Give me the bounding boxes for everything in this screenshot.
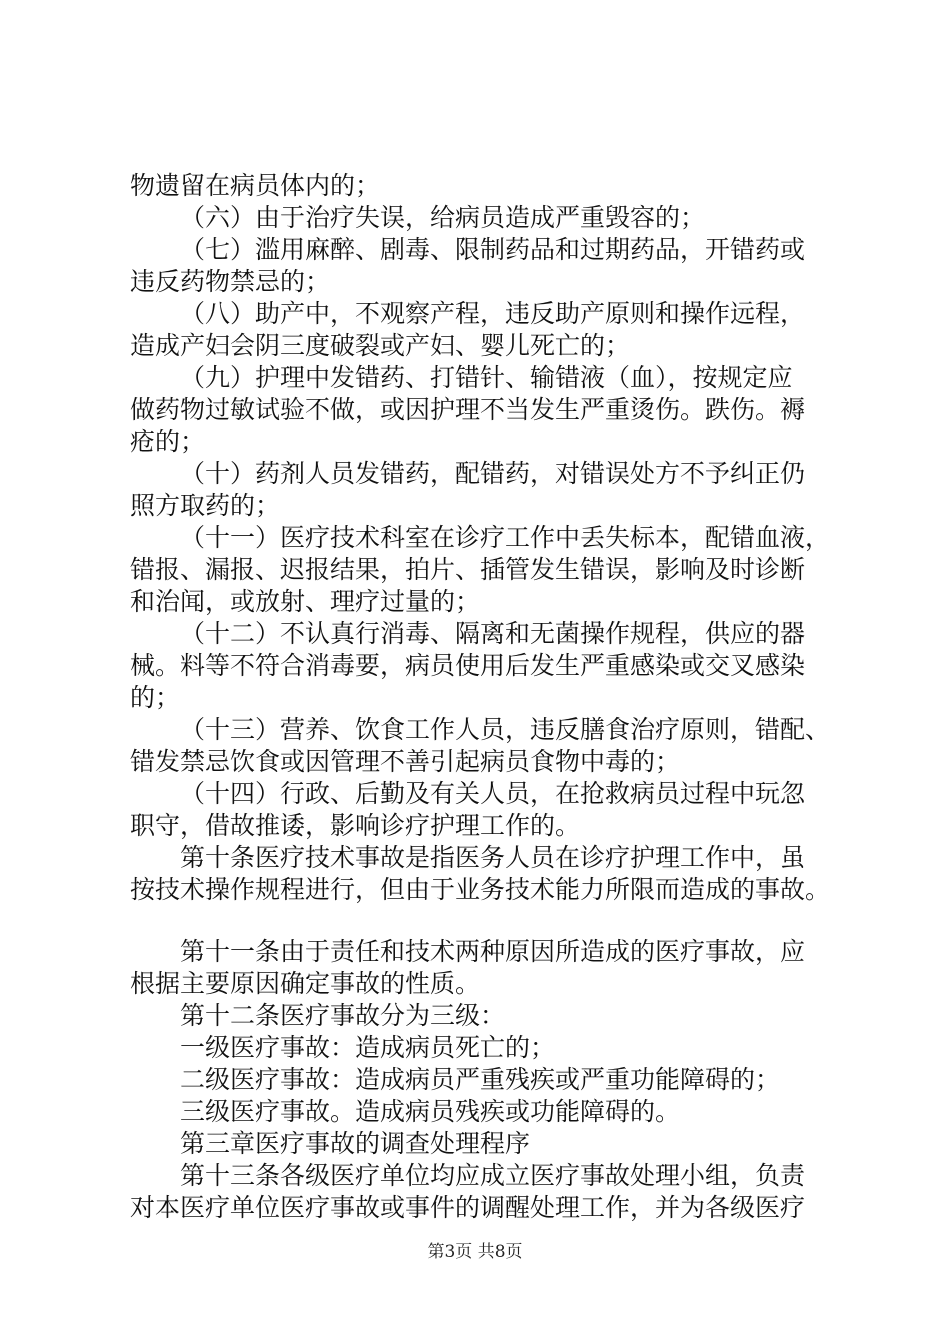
- text-line: （十二）不认真行消毒、隔离和无菌操作规程，供应的器: [180, 619, 806, 648]
- text-line: （十一）医疗技术科室在诊疗工作中丢失标本，配错血液，: [180, 523, 831, 552]
- text-line: 二级医疗事故：造成病员严重残疾或严重功能障碍的；: [180, 1065, 781, 1094]
- text-line: 第十一条由于责任和技术两种原因所造成的医疗事故，应: [180, 937, 806, 966]
- text-line: 错报、漏报、迟报结果，拍片、插管发生错误，影响及时诊断: [130, 555, 806, 584]
- text-line: 根据主要原因确定事故的性质。: [130, 969, 481, 998]
- text-line: 第十条医疗技术事故是指医务人员在诊疗护理工作中，虽: [180, 843, 806, 872]
- text-line: 第十三条各级医疗单位均应成立医疗事故处理小组，负责: [180, 1161, 806, 1190]
- text-line: 按技术操作规程进行，但由于业务技术能力所限而造成的事故。: [130, 875, 831, 904]
- text-line: 三级医疗事故。造成病员残疾或功能障碍的。: [180, 1097, 681, 1126]
- text-line: （六）由于治疗失误，给病员造成严重毁容的；: [180, 203, 706, 232]
- text-line: 疮的；: [130, 427, 206, 456]
- text-line: （十三）营养、饮食工作人员，违反膳食治疗原则，错配、: [180, 715, 831, 744]
- text-line: 错发禁忌饮食或因管理不善引起病员食物中毒的；: [130, 747, 681, 776]
- text-line: 一级医疗事故：造成病员死亡的；: [180, 1033, 556, 1062]
- text-line: 照方取药的；: [130, 491, 281, 520]
- text-line: （七）滥用麻醉、剧毒、限制药品和过期药品，开错药或: [180, 235, 806, 264]
- text-line: 职守，借故推诿，影响诊疗护理工作的。: [130, 811, 581, 840]
- page-number: 第3页 共8页: [427, 1242, 523, 1262]
- text-line: 械。料等不符合消毒要，病员使用后发生严重感染或交叉感染: [130, 651, 806, 680]
- text-line: （十四）行政、后勤及有关人员，在抢救病员过程中玩忽: [180, 779, 806, 808]
- text-line: （九）护理中发错药、打错针、输错液（血），按规定应: [180, 363, 793, 392]
- section-heading: 第三章医疗事故的调查处理程序: [180, 1129, 531, 1158]
- paragraph-gap: [130, 906, 830, 936]
- text-line: 对本医疗单位医疗事故或事件的调醒处理工作，并为各级医疗: [130, 1193, 806, 1222]
- document-body: [130, 170, 830, 1224]
- text-line: 做药物过敏试验不做，或因护理不当发生严重烫伤。跌伤。褥: [130, 395, 806, 424]
- text-line: 违反药物禁忌的；: [130, 267, 331, 296]
- text-line: 和治闻，或放射、理疗过量的；: [130, 587, 481, 616]
- text-line: 物遗留在病员体内的；: [130, 171, 381, 200]
- text-line: （八）助产中，不观察产程，违反助产原则和操作远程，: [180, 299, 806, 328]
- text-line: （十）药剂人员发错药，配错药，对错误处方不予纠正仍: [180, 459, 806, 488]
- text-line: 的；: [130, 683, 181, 712]
- text-line: 造成产妇会阴三度破裂或产妇、婴儿死亡的；: [130, 331, 631, 360]
- text-line: 第十二条医疗事故分为三级：: [180, 1001, 506, 1030]
